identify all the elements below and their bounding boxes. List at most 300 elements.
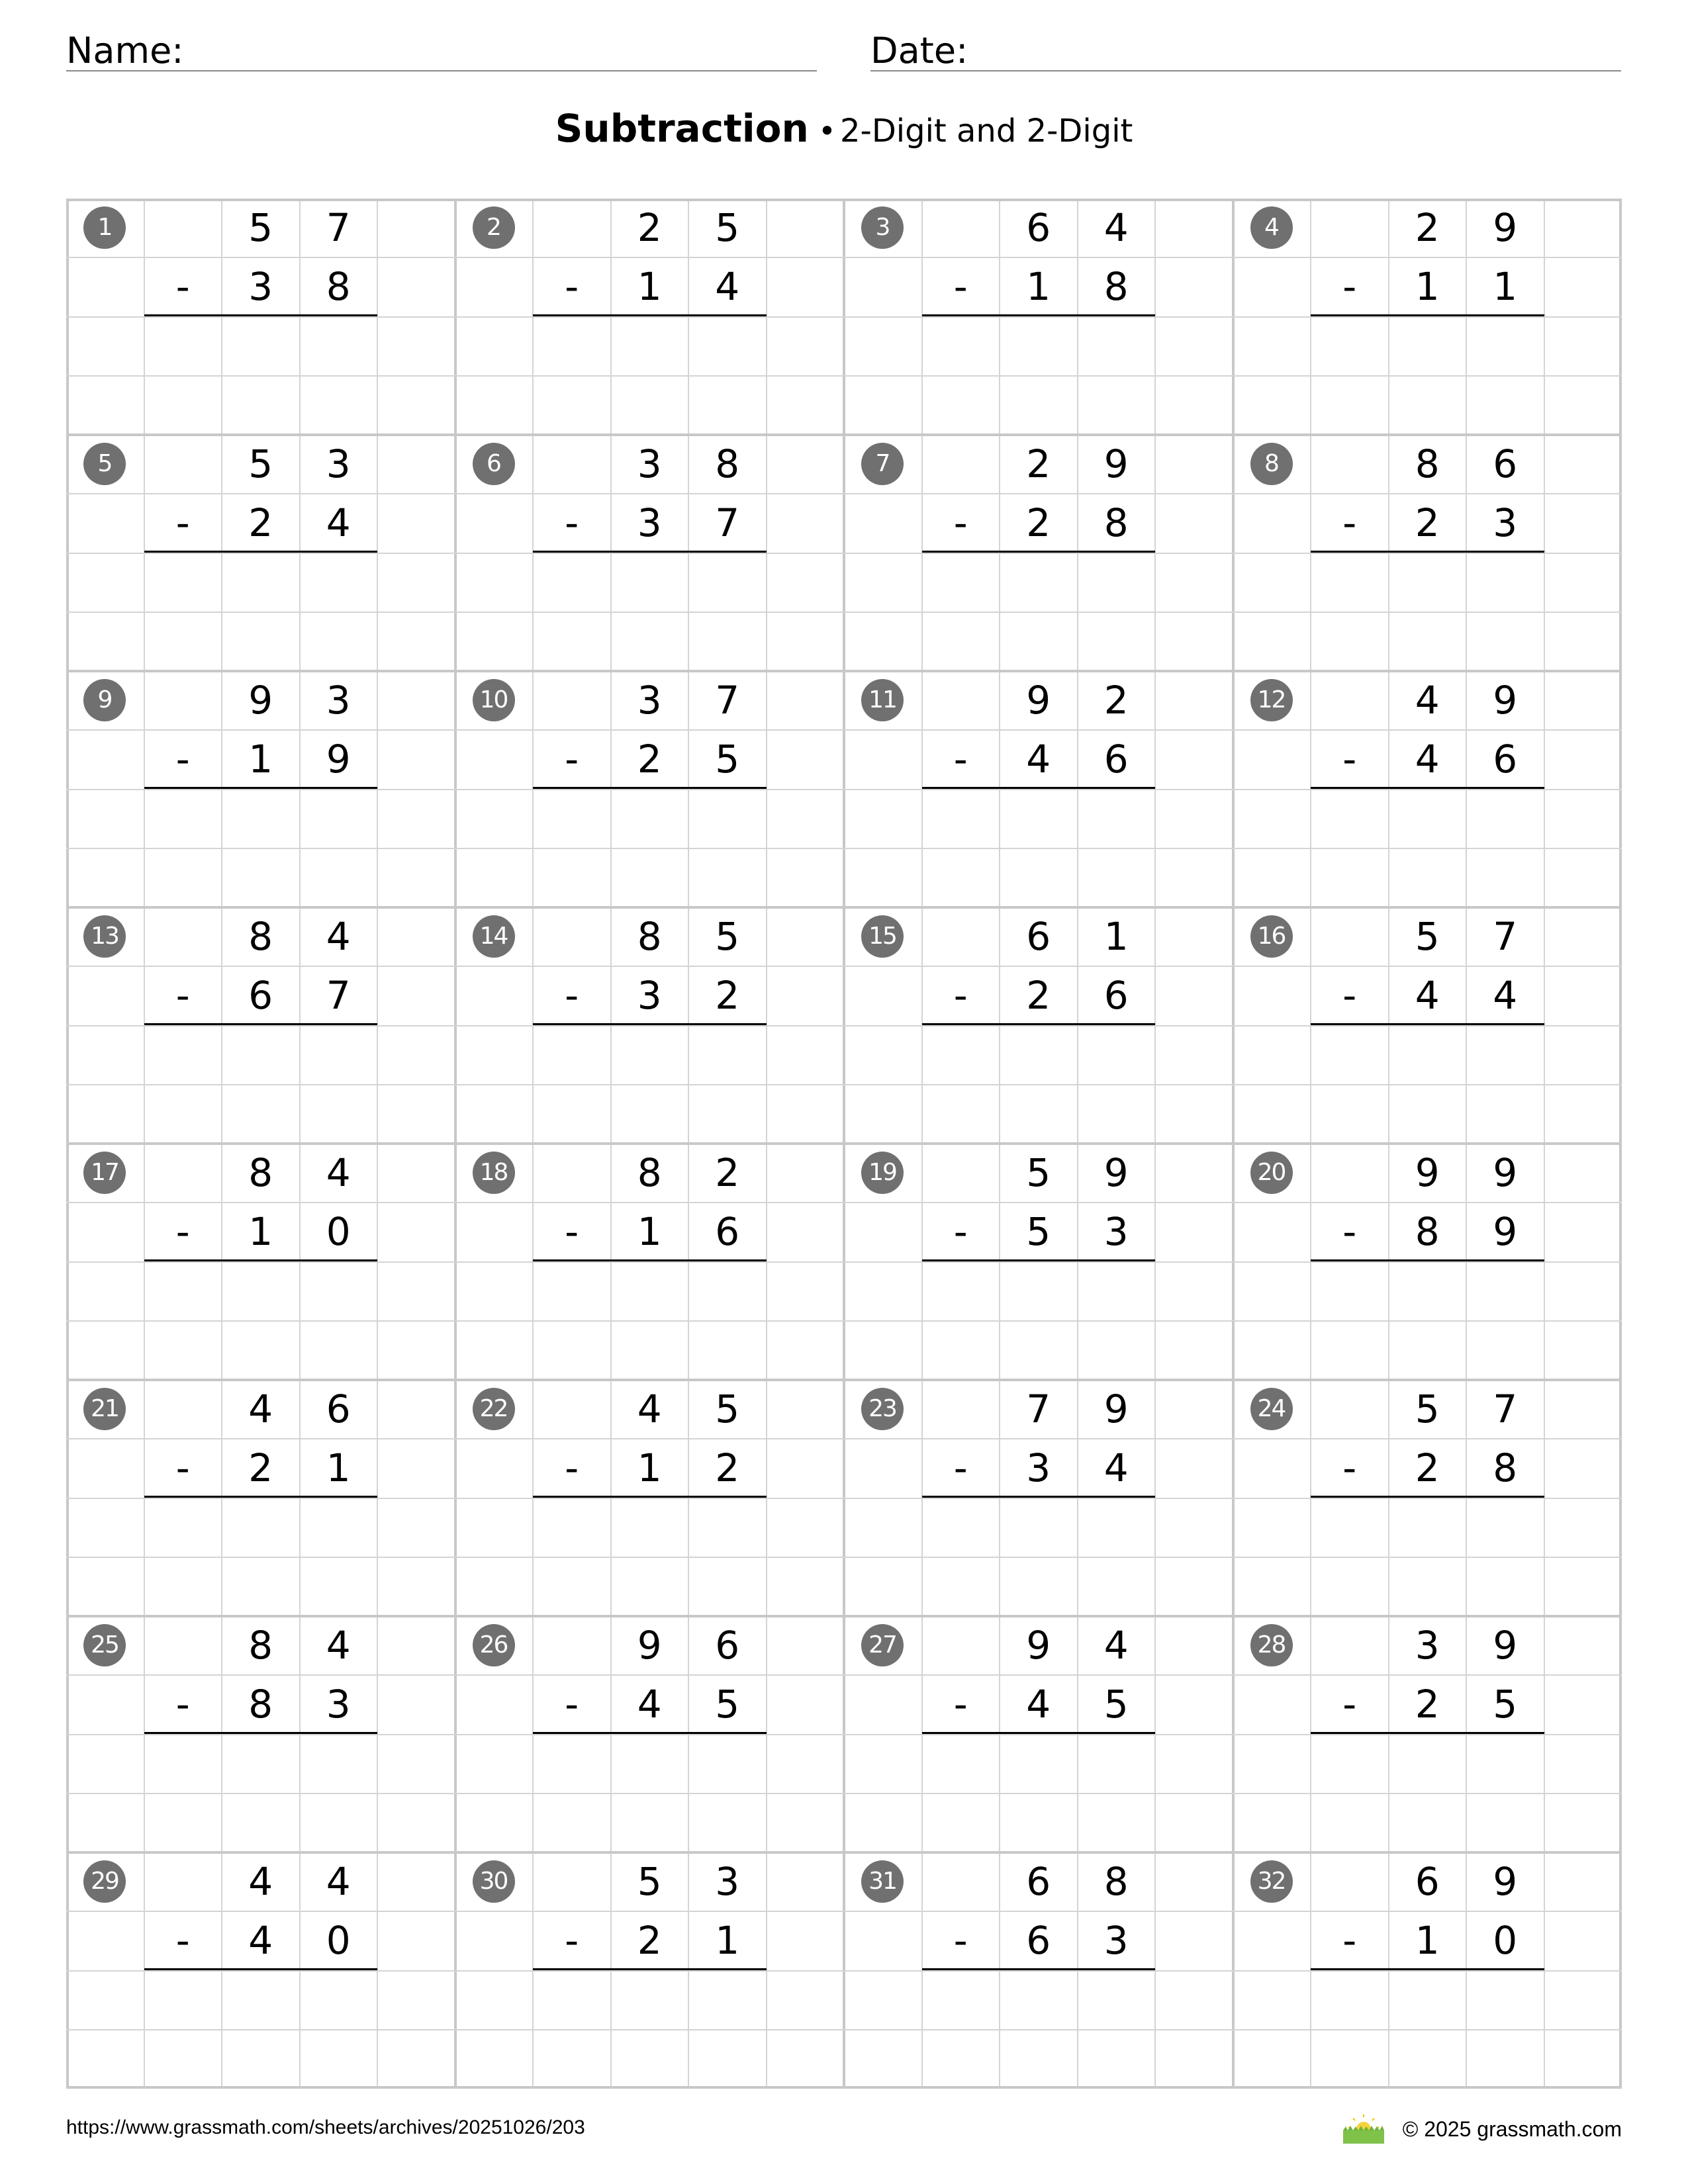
answer-cell[interactable] xyxy=(222,1498,300,1557)
problem-number-badge: 3 xyxy=(861,206,904,249)
answer-cell[interactable] xyxy=(1000,317,1078,376)
minuend-tens-digit: 9 xyxy=(1415,1150,1440,1195)
subtrahend-ones-digit: 6 xyxy=(1103,737,1129,782)
subtrahend-ones-digit: 1 xyxy=(715,1918,740,1964)
subtrahend-ones-digit: 4 xyxy=(715,264,740,310)
answer-cell[interactable] xyxy=(1311,1262,1389,1321)
answer-cell[interactable] xyxy=(1466,553,1544,612)
subtrahend-tens-digit: 2 xyxy=(1415,1682,1440,1727)
answer-cell[interactable] xyxy=(1078,553,1156,612)
name-field[interactable] xyxy=(66,24,817,71)
problem-number-badge: 9 xyxy=(83,679,126,721)
subtrahend-tens-digit: 4 xyxy=(1026,1682,1051,1727)
minuend-tens-digit: 4 xyxy=(637,1387,662,1432)
problem-4 xyxy=(1233,199,1622,435)
minuend-ones-digit: 4 xyxy=(326,914,351,959)
subtrahend-ones-digit: 2 xyxy=(715,973,740,1019)
problem-number-badge: 7 xyxy=(861,443,904,485)
problem-28 xyxy=(1233,1616,1622,1852)
answer-cell[interactable] xyxy=(1466,1971,1544,2030)
answer-cell[interactable] xyxy=(222,1026,300,1085)
answer-cell[interactable] xyxy=(922,317,1000,376)
problem-25 xyxy=(66,1616,455,1852)
minuend-ones-digit: 7 xyxy=(1493,1387,1518,1432)
problem-20 xyxy=(1233,1144,1622,1380)
problem-number-badge: 26 xyxy=(473,1624,515,1666)
answer-cell[interactable] xyxy=(1078,1971,1156,2030)
subtrahend-tens-digit: 1 xyxy=(637,264,662,310)
answer-cell[interactable] xyxy=(611,1262,689,1321)
problem-number-badge: 5 xyxy=(83,443,126,485)
problem-26 xyxy=(455,1616,845,1852)
answer-cell[interactable] xyxy=(688,553,767,612)
answer-cell[interactable] xyxy=(1311,1735,1389,1794)
page-title xyxy=(0,106,1688,151)
answer-cell[interactable] xyxy=(1078,317,1156,376)
problem-number-badge: 25 xyxy=(83,1624,126,1666)
answer-cell[interactable] xyxy=(1466,1026,1544,1085)
minuend-tens-digit: 3 xyxy=(637,678,662,723)
minuend-tens-digit: 2 xyxy=(1415,205,1440,250)
answer-cell[interactable] xyxy=(144,1498,222,1557)
subtrahend-ones-digit: 3 xyxy=(1103,1209,1129,1255)
subtrahend-ones-digit: 5 xyxy=(1103,1682,1129,1727)
answer-cell[interactable] xyxy=(922,1971,1000,2030)
answer-cell[interactable] xyxy=(1389,1735,1467,1794)
footer-copyright xyxy=(1340,2115,1622,2144)
answer-cell[interactable] xyxy=(688,790,767,848)
minus-sign: - xyxy=(953,1682,968,1727)
subtrahend-ones-digit: 0 xyxy=(326,1209,351,1255)
answer-cell[interactable] xyxy=(611,1971,689,2030)
minus-sign: - xyxy=(1342,1445,1357,1491)
problem-number-badge: 13 xyxy=(83,915,126,958)
answer-cell[interactable] xyxy=(688,1498,767,1557)
minuend-ones-digit: 8 xyxy=(715,441,740,486)
problem-number-badge: 31 xyxy=(861,1860,904,1903)
subtrahend-tens-digit: 4 xyxy=(248,1918,273,1964)
problem-21 xyxy=(66,1380,455,1616)
subtrahend-ones-digit: 0 xyxy=(326,1918,351,1964)
subtrahend-tens-digit: 1 xyxy=(248,737,273,782)
answer-cell[interactable] xyxy=(611,1026,689,1085)
answer-cell[interactable] xyxy=(144,1971,222,2030)
answer-cell[interactable] xyxy=(1389,553,1467,612)
answer-cell[interactable] xyxy=(222,553,300,612)
problem-5 xyxy=(66,435,455,671)
minus-sign: - xyxy=(175,737,190,782)
answer-cell[interactable] xyxy=(1389,317,1467,376)
subtrahend-tens-digit: 2 xyxy=(1415,1445,1440,1491)
minus-sign: - xyxy=(953,264,968,310)
minuend-ones-digit: 5 xyxy=(715,914,740,959)
minuend-tens-digit: 9 xyxy=(1026,678,1051,723)
minus-sign: - xyxy=(1342,500,1357,546)
minuend-tens-digit: 3 xyxy=(637,441,662,486)
answer-cell[interactable] xyxy=(300,553,378,612)
problem-number-badge: 14 xyxy=(473,915,515,958)
problem-number-badge: 30 xyxy=(473,1860,515,1903)
title-subtitle: 2-Digit and 2-Digit xyxy=(839,113,1133,150)
subtrahend-ones-digit: 5 xyxy=(1493,1682,1518,1727)
answer-cell[interactable] xyxy=(222,790,300,848)
subtrahend-tens-digit: 3 xyxy=(248,264,273,310)
answer-cell[interactable] xyxy=(611,1735,689,1794)
answer-cell[interactable] xyxy=(144,1735,222,1794)
minus-sign: - xyxy=(565,264,579,310)
subtrahend-tens-digit: 2 xyxy=(1026,500,1051,546)
subtrahend-ones-digit: 8 xyxy=(326,264,351,310)
answer-cell[interactable] xyxy=(1000,553,1078,612)
answer-cell[interactable] xyxy=(1466,1498,1544,1557)
answer-cell[interactable] xyxy=(222,1971,300,2030)
subtrahend-ones-digit: 8 xyxy=(1493,1445,1518,1491)
minus-sign: - xyxy=(175,500,190,546)
subtrahend-tens-digit: 5 xyxy=(1026,1209,1051,1255)
subtrahend-ones-digit: 4 xyxy=(1493,973,1518,1019)
minuend-tens-digit: 5 xyxy=(1415,1387,1440,1432)
minuend-ones-digit: 3 xyxy=(715,1859,740,1904)
minuend-ones-digit: 9 xyxy=(1103,1150,1129,1195)
answer-cell[interactable] xyxy=(688,317,767,376)
subtrahend-tens-digit: 3 xyxy=(1026,1445,1051,1491)
problem-number-badge: 32 xyxy=(1250,1860,1293,1903)
answer-cell[interactable] xyxy=(922,553,1000,612)
problem-number-badge: 2 xyxy=(473,206,515,249)
subtrahend-ones-digit: 9 xyxy=(326,737,351,782)
subtrahend-ones-digit: 8 xyxy=(1103,264,1129,310)
problem-3 xyxy=(844,199,1233,435)
minuend-tens-digit: 2 xyxy=(1026,441,1051,486)
answer-cell[interactable] xyxy=(1389,1262,1467,1321)
worksheet-grid xyxy=(66,199,1622,2089)
subtrahend-tens-digit: 2 xyxy=(1415,500,1440,546)
minus-sign: - xyxy=(175,973,190,1019)
answer-cell[interactable] xyxy=(922,790,1000,848)
problem-number-badge: 8 xyxy=(1250,443,1293,485)
subtrahend-tens-digit: 4 xyxy=(1415,973,1440,1019)
problem-number-badge: 16 xyxy=(1250,915,1293,958)
problem-number-badge: 4 xyxy=(1250,206,1293,249)
answer-cell[interactable] xyxy=(688,1026,767,1085)
minus-sign: - xyxy=(175,1209,190,1255)
answer-cell[interactable] xyxy=(1389,1026,1467,1085)
minuend-tens-digit: 6 xyxy=(1026,205,1051,250)
answer-cell[interactable] xyxy=(1466,790,1544,848)
minuend-tens-digit: 9 xyxy=(248,678,273,723)
minus-sign: - xyxy=(1342,264,1357,310)
minuend-tens-digit: 5 xyxy=(1026,1150,1051,1195)
answer-cell[interactable] xyxy=(611,317,689,376)
problem-32 xyxy=(1233,1852,1622,2089)
subtrahend-ones-digit: 4 xyxy=(1103,1445,1129,1491)
answer-cell[interactable] xyxy=(1078,1026,1156,1085)
footer-url: https://www.grassmath.com/sheets/archives/20251026/203 xyxy=(66,2116,585,2138)
problem-30 xyxy=(455,1852,845,2089)
subtrahend-ones-digit: 3 xyxy=(326,1682,351,1727)
answer-cell[interactable] xyxy=(1311,317,1389,376)
minus-sign: - xyxy=(953,500,968,546)
minuend-tens-digit: 8 xyxy=(248,1623,273,1668)
minuend-ones-digit: 4 xyxy=(1103,1623,1129,1668)
problem-2 xyxy=(455,199,845,435)
answer-cell[interactable] xyxy=(533,317,611,376)
answer-cell[interactable] xyxy=(533,1262,611,1321)
copyright-text: © 2025 grassmath.com xyxy=(1402,2116,1622,2141)
subtrahend-ones-digit: 1 xyxy=(1493,264,1518,310)
problem-number-badge: 15 xyxy=(861,915,904,958)
problem-31 xyxy=(844,1852,1233,2089)
subtrahend-tens-digit: 2 xyxy=(1026,973,1051,1019)
answer-cell[interactable] xyxy=(1078,1498,1156,1557)
answer-cell[interactable] xyxy=(144,790,222,848)
subtrahend-tens-digit: 1 xyxy=(637,1209,662,1255)
problem-number-badge: 1 xyxy=(83,206,126,249)
minuend-tens-digit: 4 xyxy=(248,1387,273,1432)
problem-11 xyxy=(844,671,1233,907)
minus-sign: - xyxy=(565,1682,579,1727)
answer-cell[interactable] xyxy=(1000,1971,1078,2030)
answer-cell[interactable] xyxy=(1311,1026,1389,1085)
problem-7 xyxy=(844,435,1233,671)
problem-22 xyxy=(455,1380,845,1616)
minus-sign: - xyxy=(1342,973,1357,1019)
title-main: Subtraction xyxy=(555,106,809,151)
minuend-ones-digit: 3 xyxy=(326,441,351,486)
subtrahend-tens-digit: 3 xyxy=(637,973,662,1019)
minuend-tens-digit: 9 xyxy=(637,1623,662,1668)
minuend-ones-digit: 9 xyxy=(1493,1623,1518,1668)
subtrahend-ones-digit: 8 xyxy=(1103,500,1129,546)
minuend-tens-digit: 8 xyxy=(637,1150,662,1195)
minus-sign: - xyxy=(565,973,579,1019)
name-label: Name: xyxy=(66,30,184,71)
problem-number-badge: 28 xyxy=(1250,1624,1293,1666)
subtrahend-tens-digit: 1 xyxy=(1415,1918,1440,1964)
answer-cell[interactable] xyxy=(1078,790,1156,848)
minuend-tens-digit: 8 xyxy=(248,914,273,959)
grass-sun-logo-icon xyxy=(1340,2115,1387,2144)
answer-cell[interactable] xyxy=(1389,790,1467,848)
minuend-ones-digit: 9 xyxy=(1103,1387,1129,1432)
minuend-ones-digit: 1 xyxy=(1103,914,1129,959)
date-field[interactable] xyxy=(870,24,1621,71)
subtrahend-tens-digit: 2 xyxy=(248,1445,273,1491)
minuend-ones-digit: 8 xyxy=(1103,1859,1129,1904)
answer-cell[interactable] xyxy=(300,1262,378,1321)
answer-cell[interactable] xyxy=(300,1735,378,1794)
subtrahend-tens-digit: 1 xyxy=(1026,264,1051,310)
answer-cell[interactable] xyxy=(1000,790,1078,848)
answer-cell[interactable] xyxy=(1389,1498,1467,1557)
problem-16 xyxy=(1233,907,1622,1144)
problem-19 xyxy=(844,1144,1233,1380)
date-label: Date: xyxy=(870,30,968,71)
minus-sign: - xyxy=(1342,1682,1357,1727)
subtrahend-tens-digit: 2 xyxy=(248,500,273,546)
minuend-ones-digit: 2 xyxy=(715,1150,740,1195)
problem-13 xyxy=(66,907,455,1144)
answer-cell[interactable] xyxy=(222,1735,300,1794)
problem-29 xyxy=(66,1852,455,2089)
minuend-tens-digit: 6 xyxy=(1026,914,1051,959)
minuend-tens-digit: 9 xyxy=(1026,1623,1051,1668)
minuend-ones-digit: 7 xyxy=(326,205,351,250)
answer-cell[interactable] xyxy=(144,317,222,376)
minus-sign: - xyxy=(953,1918,968,1964)
answer-cell[interactable] xyxy=(300,1971,378,2030)
answer-cell[interactable] xyxy=(1389,1971,1467,2030)
minuend-tens-digit: 2 xyxy=(637,205,662,250)
problem-8 xyxy=(1233,435,1622,671)
subtrahend-tens-digit: 6 xyxy=(248,973,273,1019)
answer-cell[interactable] xyxy=(922,1735,1000,1794)
problem-number-badge: 21 xyxy=(83,1388,126,1430)
problem-15 xyxy=(844,907,1233,1144)
subtrahend-tens-digit: 3 xyxy=(637,500,662,546)
answer-cell[interactable] xyxy=(1311,790,1389,848)
answer-cell[interactable] xyxy=(1000,1735,1078,1794)
answer-cell[interactable] xyxy=(300,317,378,376)
subtrahend-tens-digit: 4 xyxy=(1415,737,1440,782)
answer-cell[interactable] xyxy=(688,1735,767,1794)
answer-cell[interactable] xyxy=(144,1262,222,1321)
answer-cell[interactable] xyxy=(1000,1026,1078,1085)
minuend-ones-digit: 5 xyxy=(715,205,740,250)
answer-cell[interactable] xyxy=(611,1498,689,1557)
minus-sign: - xyxy=(565,1918,579,1964)
minuend-ones-digit: 5 xyxy=(715,1387,740,1432)
subtrahend-ones-digit: 0 xyxy=(1493,1918,1518,1964)
answer-cell[interactable] xyxy=(688,1971,767,2030)
subtrahend-tens-digit: 1 xyxy=(248,1209,273,1255)
answer-cell[interactable] xyxy=(611,553,689,612)
answer-cell[interactable] xyxy=(922,1262,1000,1321)
subtrahend-ones-digit: 7 xyxy=(326,973,351,1019)
subtrahend-ones-digit: 6 xyxy=(1103,973,1129,1019)
minuend-tens-digit: 8 xyxy=(248,1150,273,1195)
minus-sign: - xyxy=(1342,737,1357,782)
subtrahend-tens-digit: 2 xyxy=(637,737,662,782)
problem-14 xyxy=(455,907,845,1144)
answer-cell[interactable] xyxy=(1311,1498,1389,1557)
problem-1 xyxy=(66,199,455,435)
answer-cell[interactable] xyxy=(533,790,611,848)
answer-cell[interactable] xyxy=(1466,1735,1544,1794)
problem-number-badge: 29 xyxy=(83,1860,126,1903)
problem-18 xyxy=(455,1144,845,1380)
minus-sign: - xyxy=(1342,1209,1357,1255)
answer-cell[interactable] xyxy=(144,553,222,612)
minus-sign: - xyxy=(1342,1918,1357,1964)
minus-sign: - xyxy=(565,1209,579,1255)
subtrahend-ones-digit: 3 xyxy=(1493,500,1518,546)
title-separator: • xyxy=(818,113,836,149)
minus-sign: - xyxy=(953,973,968,1019)
subtrahend-ones-digit: 2 xyxy=(715,1445,740,1491)
problem-12 xyxy=(1233,671,1622,907)
answer-cell[interactable] xyxy=(300,790,378,848)
minus-sign: - xyxy=(175,1445,190,1491)
subtrahend-tens-digit: 6 xyxy=(1026,1918,1051,1964)
minuend-ones-digit: 4 xyxy=(326,1150,351,1195)
problem-number-badge: 20 xyxy=(1250,1152,1293,1194)
minuend-tens-digit: 8 xyxy=(637,914,662,959)
problem-27 xyxy=(844,1616,1233,1852)
problem-23 xyxy=(844,1380,1233,1616)
answer-cell[interactable] xyxy=(300,1498,378,1557)
problem-number-badge: 22 xyxy=(473,1388,515,1430)
answer-cell[interactable] xyxy=(1000,1498,1078,1557)
minuend-ones-digit: 7 xyxy=(715,678,740,723)
answer-cell[interactable] xyxy=(533,1971,611,2030)
minuend-ones-digit: 9 xyxy=(1493,678,1518,723)
minuend-ones-digit: 9 xyxy=(1103,441,1129,486)
subtrahend-ones-digit: 5 xyxy=(715,737,740,782)
minuend-tens-digit: 3 xyxy=(1415,1623,1440,1668)
answer-cell[interactable] xyxy=(922,1498,1000,1557)
answer-cell[interactable] xyxy=(1466,317,1544,376)
answer-cell[interactable] xyxy=(1078,1735,1156,1794)
minus-sign: - xyxy=(953,737,968,782)
problem-number-badge: 24 xyxy=(1250,1388,1293,1430)
answer-cell[interactable] xyxy=(300,1026,378,1085)
subtrahend-ones-digit: 3 xyxy=(1103,1918,1129,1964)
minuend-tens-digit: 4 xyxy=(248,1859,273,1904)
answer-cell[interactable] xyxy=(1078,1262,1156,1321)
subtrahend-ones-digit: 7 xyxy=(715,500,740,546)
subtrahend-tens-digit: 1 xyxy=(637,1445,662,1491)
answer-cell[interactable] xyxy=(533,1735,611,1794)
minuend-tens-digit: 6 xyxy=(1026,1859,1051,1904)
answer-cell[interactable] xyxy=(1311,1971,1389,2030)
minuend-ones-digit: 6 xyxy=(715,1623,740,1668)
answer-cell[interactable] xyxy=(533,1498,611,1557)
answer-cell[interactable] xyxy=(1466,1262,1544,1321)
problem-number-badge: 23 xyxy=(861,1388,904,1430)
subtrahend-ones-digit: 6 xyxy=(1493,737,1518,782)
minus-sign: - xyxy=(175,1918,190,1964)
minus-sign: - xyxy=(565,1445,579,1491)
minuend-tens-digit: 5 xyxy=(248,205,273,250)
answer-cell[interactable] xyxy=(1000,1262,1078,1321)
problem-9 xyxy=(66,671,455,907)
minus-sign: - xyxy=(175,264,190,310)
answer-cell[interactable] xyxy=(222,1262,300,1321)
subtrahend-ones-digit: 9 xyxy=(1493,1209,1518,1255)
minuend-ones-digit: 7 xyxy=(1493,914,1518,959)
answer-cell[interactable] xyxy=(688,1262,767,1321)
subtrahend-tens-digit: 8 xyxy=(1415,1209,1440,1255)
problem-number-badge: 11 xyxy=(861,679,904,721)
minuend-ones-digit: 9 xyxy=(1493,1150,1518,1195)
subtrahend-tens-digit: 4 xyxy=(1026,737,1051,782)
problem-6 xyxy=(455,435,845,671)
answer-cell[interactable] xyxy=(922,1026,1000,1085)
subtrahend-ones-digit: 5 xyxy=(715,1682,740,1727)
minuend-tens-digit: 7 xyxy=(1026,1387,1051,1432)
minus-sign: - xyxy=(565,737,579,782)
problem-number-badge: 10 xyxy=(473,679,515,721)
minuend-tens-digit: 8 xyxy=(1415,441,1440,486)
answer-cell[interactable] xyxy=(611,790,689,848)
answer-cell[interactable] xyxy=(533,553,611,612)
answer-cell[interactable] xyxy=(1311,553,1389,612)
answer-cell[interactable] xyxy=(222,317,300,376)
problem-24 xyxy=(1233,1380,1622,1616)
answer-cell[interactable] xyxy=(144,1026,222,1085)
answer-cell[interactable] xyxy=(533,1026,611,1085)
